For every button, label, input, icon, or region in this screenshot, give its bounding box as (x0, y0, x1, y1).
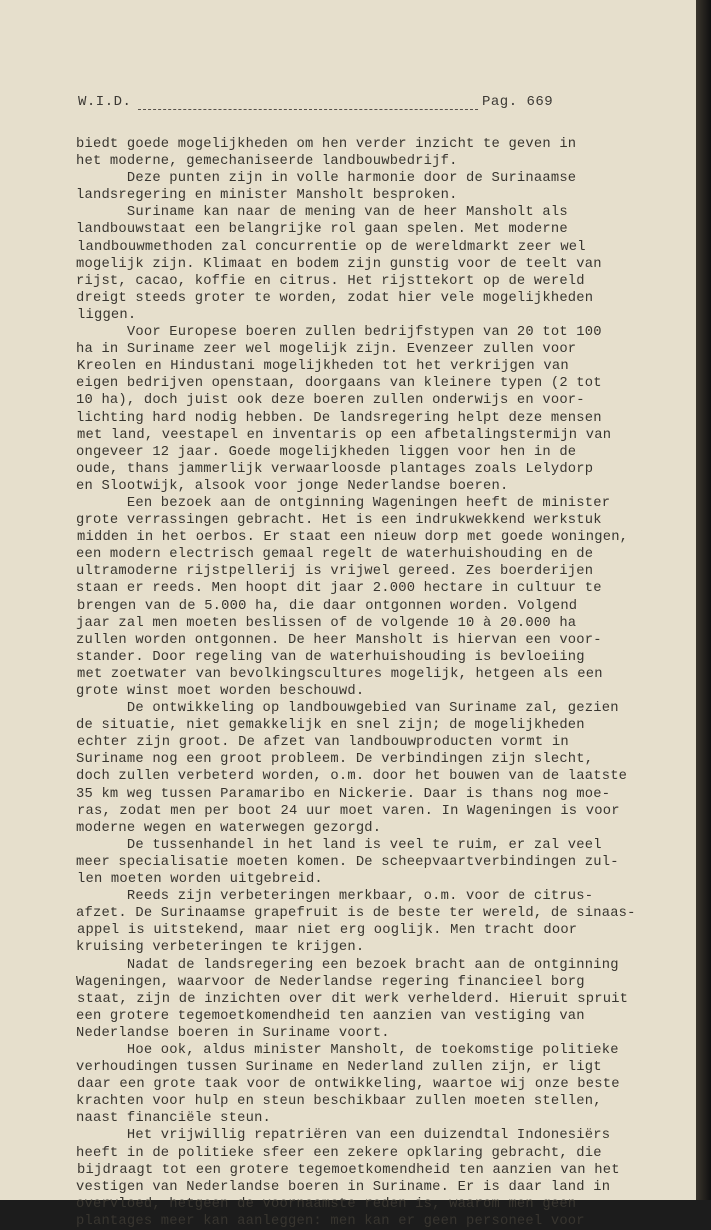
text-line: een modern electrisch gemaal regelt de waterhuishouding en de (76, 547, 594, 563)
text-line: 10 ha), doch juist ook deze boeren zullen onderwijs en voor- (76, 393, 585, 409)
text-line: kruising verbeteringen te krijgen. (76, 940, 365, 956)
text-line: rijst, cacao, koffie en citrus. Het rijsttekort op de wereld (76, 273, 585, 289)
paragraph (76, 888, 666, 956)
paragraph (76, 170, 666, 204)
text-line: een grotere tegemoetkomendheid ten aanzien van vestiging van (76, 1008, 585, 1024)
text-line: grote winst moet worden beschouwd. (76, 684, 365, 699)
text-line: het moderne, gemechaniseerde landbouwbedrijf. (76, 154, 458, 170)
text-line: plantages meer kan aanleggen: men kan er geen personeel voor (76, 1213, 585, 1229)
paragraph (76, 324, 666, 495)
text-line: ultramoderne rijstpellerij is vrijwel gereed. Zes boerderijen (76, 564, 594, 580)
text-line: landbouwstaat een belangrijke rol gaan spelen. Met moderne (76, 222, 568, 238)
text-line: meer specialisatie moeten komen. De scheepvaartverbindingen zul- (76, 854, 619, 870)
text-line: 35 km weg tussen Paramaribo en Nickerie. Daar is thans nog moe- (76, 786, 611, 802)
header-rule (138, 109, 478, 110)
text-line: lichting hard nodig hebben. De landsregering helpt deze mensen (76, 410, 602, 426)
text-line: en Slootwijk, alsook voor jonge Nederlandse boeren. (76, 478, 509, 494)
text-line: Suriname nog een groot probleem. De verbindingen zijn slecht, (76, 752, 594, 768)
paragraph (76, 1127, 666, 1230)
paragraph (76, 957, 666, 1042)
text-line: grote verrassingen gebracht. Het is een indrukwekkend werkstuk (76, 513, 602, 529)
page-number: Pag. 669 (482, 94, 554, 110)
text-line: staan er reeds. Men hoopt dit jaar 2.000 hectare in cultuur te (76, 581, 602, 597)
text-line: verhoudingen tussen Suriname en Nederland zullen zijn, er ligt (76, 1060, 602, 1076)
text-line: Reeds zijn verbeteringen merkbaar, o.m. voor de citrus- (76, 889, 594, 905)
text-line: eigen bedrijven openstaan, doorgaans van kleinere typen (2 tot (76, 376, 602, 392)
text-line: jaar zal men moeten beslissen of de volgende 10 à 20.000 ha (76, 615, 577, 631)
text-line: heeft in de politieke sfeer een zekere opklaring gebracht, die (76, 1145, 602, 1161)
text-line: Kreolen en Hindustani mogelijkheden tot het verkrijgen van (77, 359, 569, 375)
text-line: met zoetwater van bevolkingscultures mogelijk, hetgeen als een (77, 666, 603, 682)
text-line: Hoe ook, aldus minister Mansholt, de toekomstige politieke (76, 1042, 619, 1058)
text-line: Suriname kan naar de mening van de heer Mansholt als (76, 205, 568, 221)
text-line: ongeveer 12 jaar. Goede mogelijkheden liggen voor hen in de (76, 444, 577, 460)
text-line: daar een grote taak voor de ontwikkeling, waartoe wij onze beste (77, 1077, 620, 1093)
text-line: staat, zijn de inzichten over dit werk verhelderd. Hieruit spruit (77, 991, 629, 1007)
text-line: de situatie, niet gemakkelijk en snel zijn; de mogelijkheden (76, 718, 585, 734)
text-line: Nederlandse boeren in Suriname voort. (76, 1025, 390, 1041)
text-line: brengen van de 5.000 ha, die daar ontgonnen worden. Volgend (77, 598, 578, 614)
text-line: ras, zodat men per boot 24 uur moet varen. In Wageningen is voor (77, 803, 620, 819)
text-line: landbouwmethoden zal concurrentie op de wereldmarkt zeer wel (77, 239, 586, 255)
paragraph (76, 837, 666, 888)
paragraph (76, 700, 666, 837)
text-line: moderne wegen en waterwegen gezorgd. (76, 820, 382, 836)
text-line: biedt goede mogelijkheden om hen verder inzicht te geven in (76, 137, 577, 152)
text-line: Wageningen, waarvoor de Nederlandse regering financieel borg (76, 974, 585, 990)
paragraph (76, 495, 666, 700)
text-line: bijdraagt tot een grotere tegemoetkomendheid ten aanzien van het (77, 1162, 620, 1178)
scan-edge (696, 0, 711, 1200)
text-line: De tussenhandel in het land is veel te ruim, er zal veel (76, 837, 602, 853)
document-body (76, 136, 666, 1230)
text-line: landsregering en minister Mansholt besproken. (76, 188, 458, 204)
text-line: stander. Door regeling van de waterhuishouding is bevloeiing (76, 649, 585, 665)
text-line: midden in het oerbos. Er staat een nieuw dorp met goede woningen, (77, 530, 629, 546)
paragraph (76, 1042, 666, 1127)
text-line: doch zullen verbeterd worden, o.m. door het bouwen van de laatste (76, 769, 628, 785)
text-line: krachten voor hulp en steun beschikbaar zullen moeten stellen, (76, 1094, 602, 1110)
text-line: ha in Suriname zeer wel mogelijk zijn. Evenzeer zullen voor (76, 342, 577, 358)
text-line: Nadat de landsregering een bezoek bracht aan de ontginning (76, 957, 619, 973)
publication-label: W.I.D. (78, 94, 132, 110)
text-line: overvloed, hetgeen de voornaamste reden is, waarom men geen (76, 1196, 577, 1212)
text-line: met land, veestapel en inventaris op een afbetalingstermijn van (77, 427, 612, 443)
text-line: zullen worden ontgonnen. De heer Mansholt is hiervan een voor- (76, 632, 602, 648)
text-line: dreigt steeds groter te worden, zodat hier vele mogelijkheden (76, 290, 594, 306)
text-line: echter zijn groot. De afzet van landbouwproducten vormt in (77, 735, 569, 751)
text-line: vestigen van Nederlandse boeren in Suriname. Er is daar land in (76, 1179, 611, 1195)
text-line: oude, thans jammerlijk verwaarloosde plantages zoals Lelydorp (76, 461, 594, 477)
paragraph (76, 136, 666, 170)
text-line: afzet. De Surinaamse grapefruit is de beste ter wereld, de sinaas- (76, 906, 636, 922)
text-line: Voor Europese boeren zullen bedrijfstypen van 20 tot 100 (76, 325, 602, 341)
text-line: Een bezoek aan de ontginning Wageningen heeft de minister (76, 495, 611, 511)
text-line: liggen. (77, 307, 137, 323)
paragraph (76, 204, 666, 324)
text-line: appel is uitstekend, maar niet erg ooglijk. Men tracht door (77, 923, 578, 939)
text-line: Deze punten zijn in volle harmonie door de Surinaamse (76, 171, 577, 187)
text-line: De ontwikkeling op landbouwgebied van Suriname zal, gezien (76, 701, 619, 717)
text-line: len moeten worden uitgebreid. (77, 872, 323, 888)
text-line: Het vrijwillig repatriëren van een duizendtal Indonesiërs (76, 1128, 611, 1144)
text-line: mogelijk zijn. Klimaat en bodem zijn gunstig voor de teelt van (76, 256, 602, 272)
text-line: naast financiële steun. (76, 1111, 272, 1127)
